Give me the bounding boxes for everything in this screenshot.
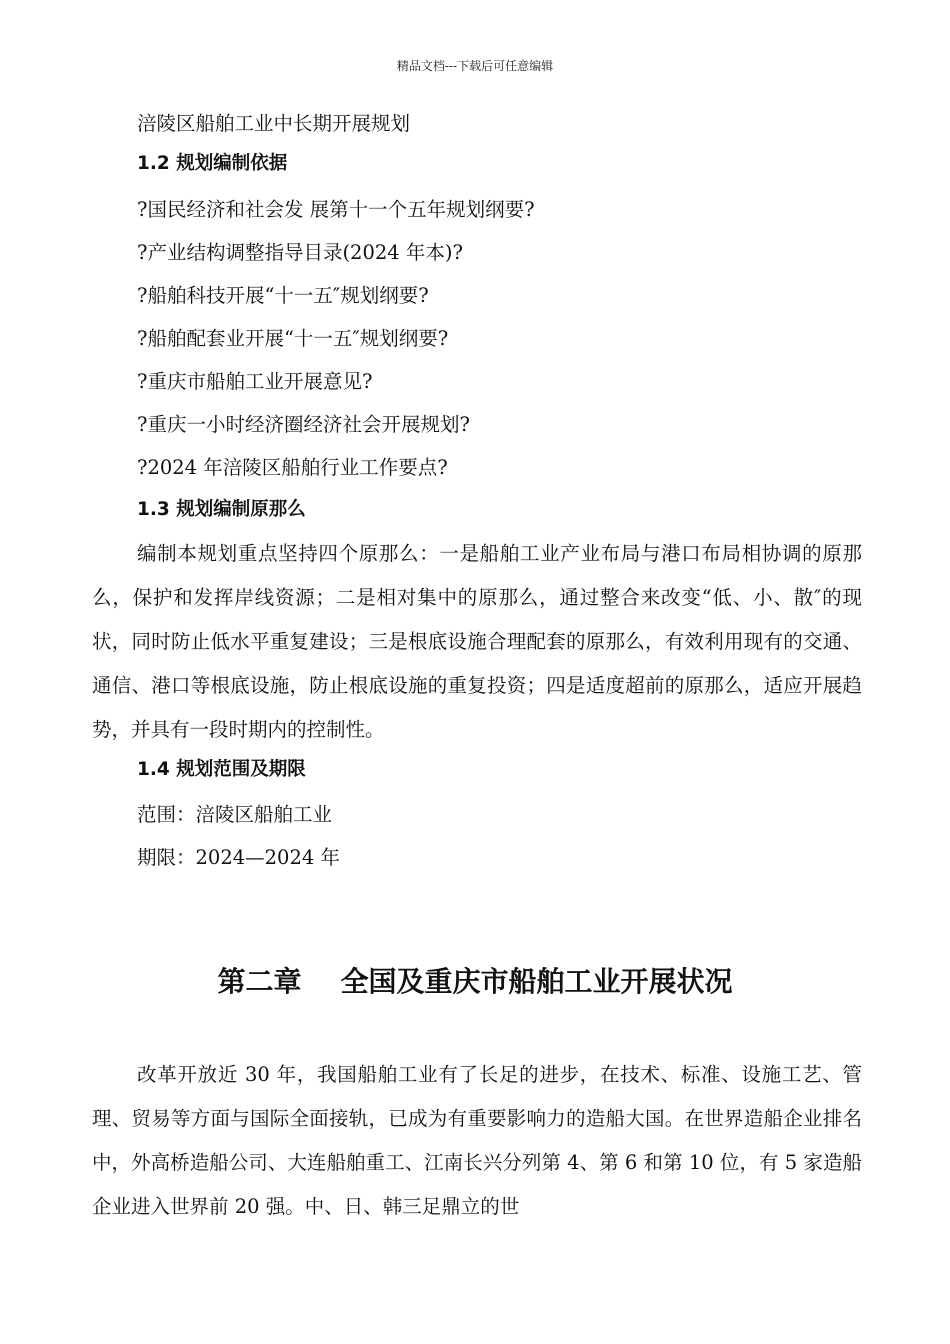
- basis-item: ?产业结构调整指导目录(2024 年本)?: [137, 241, 463, 264]
- page-header: 精品文档---下载后可任意编辑: [396, 59, 554, 73]
- chapter-title: 第二章 全国及重庆市船舶工业开展状况: [217, 965, 733, 998]
- section-heading-1-4: 1.4 规划范围及期限: [137, 759, 306, 780]
- chapter-intro-paragraph: 改革开放近 30 年，我国船舶工业有了长足的进步，在技术、标准、设施工艺、管理、贸易等方面与国际全面接轨，已成为有重要影响力的造船大国。在世界造船企业排名中，外高桥造船公司、大连船舶重工、江南长兴分列第 4、第 6 和第 10 位，有 5 家造船企业进入世界前 20 强。中、日、韩三足鼎立的世: [92, 1063, 862, 1218]
- basis-item: ?重庆一小时经济圈经济社会开展规划?: [137, 413, 470, 436]
- section-heading-1-2: 1.2 规划编制依据: [137, 153, 288, 174]
- basis-item: ?重庆市船舶工业开展意见?: [137, 370, 373, 393]
- period-line: 期限：2024—2024 年: [137, 846, 340, 869]
- basis-item: ?2024 年涪陵区船舶行业工作要点?: [137, 456, 448, 479]
- section-heading-1-3: 1.3 规划编制原那么: [137, 499, 306, 520]
- basis-item: ?船舶科技开展“十一五″规划纲要?: [137, 284, 429, 307]
- basis-item: ?船舶配套业开展“十一五″规划纲要?: [137, 327, 449, 350]
- document-title: 涪陵区船舶工业中长期开展规划: [137, 112, 411, 135]
- principles-paragraph: 编制本规划重点坚持四个原那么：一是船舶工业产业布局与港口布局相协调的原那么，保护和发挥岸线资源；二是相对集中的原那么，通过整合来改变“低、小、散″的现状，同时防止低水平重复建设；三是根底设施合理配套的原那么，有效利用现有的交通、通信、港口等根底设施，防止根底设施的重复投资；四是适度超前的原那么，适应开展趋势，并具有一段时期内的控制性。: [92, 542, 862, 741]
- basis-item: ?国民经济和社会发 展第十一个五年规划纲要?: [137, 198, 535, 221]
- scope-line: 范围：涪陵区船舶工业: [137, 803, 333, 826]
